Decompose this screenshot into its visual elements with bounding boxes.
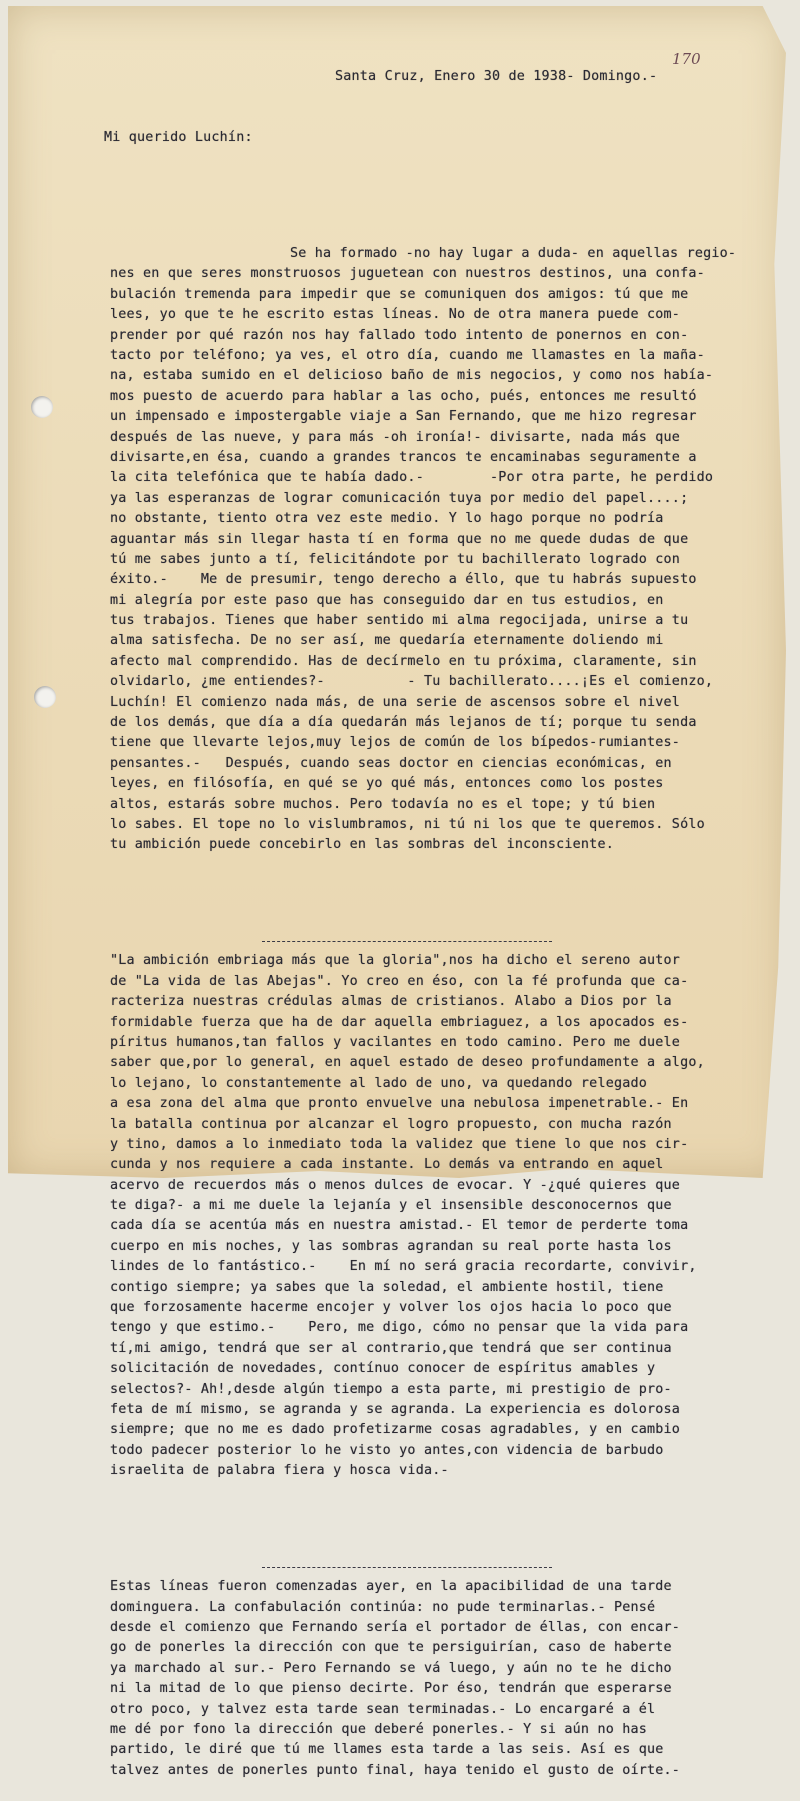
letter-line: prender por qué razón nos hay fallado todo intento de ponernos en con- (110, 327, 689, 343)
paragraph-2 (110, 951, 770, 1481)
letter-line: todo padecer posterior lo he visto yo antes,con videncia de barbudo (110, 1442, 664, 1458)
letter-line: me dé por fono la dirección que deberé ponerles.- Y si aún no has (110, 1721, 648, 1737)
letter-line: partido, le diré que tú me llames esta tarde a las seis. Así es que (110, 1742, 664, 1758)
letter-line: ni la mitad de lo que pienso decirte. Por éso, tendrán que esperarse (110, 1681, 672, 1697)
letter-line: píritus humanos,tan fallos y vacilantes en todo camino. Pero me duele (110, 1034, 681, 1050)
letter-line: Se ha formado -no hay lugar a duda- en aquellas regio- (290, 246, 737, 262)
letter-line: "La ambición embriaga más que la gloria",nos ha dicho el sereno autor (110, 953, 681, 969)
letter-line: tú me sabes junto a tí, felicitándote por tu bachillerato logrado con (110, 551, 681, 567)
letter-line: divisarte,en ésa, cuando a grandes trancos te encaminabas seguramente a (110, 449, 697, 465)
letter-line: solicitación de novedades, contínuo conocer de espíritus amables y (110, 1361, 656, 1377)
letter-line: Luchín! El comienzo nada más, de una serie de ascensos sobre el nivel (110, 694, 681, 710)
letter-line: de "La vida de las Abejas". Yo creo en éso, con la fé profunda que ca- (110, 973, 689, 989)
letter-line: afecto mal comprendido. Has de decírmelo en tu próxima, claramente, sin (110, 653, 697, 669)
letter-line: tus trabajos. Tienes que haber sentido mi alma regocijada, unirse a tu (110, 613, 689, 629)
letter-line: na, estaba sumido en el delicioso baño de mis negocios, y como nos había- (110, 368, 714, 384)
letter-line: Estas líneas fueron comenzadas ayer, en la apacibilidad de una tarde (110, 1579, 672, 1595)
punch-hole-bottom (34, 686, 56, 708)
letter-line: ya marchado al sur.- Pero Fernando se vá luego, y aún no te he dicho (110, 1660, 672, 1676)
letter-line: a esa zona del alma que pronto envuelve una nebulosa impenetrable.- En (110, 1096, 689, 1112)
punch-hole-top (31, 396, 53, 418)
letter-line: pensantes.- Después, cuando seas doctor en ciencias económicas, en (110, 755, 672, 771)
letter-line: israelita de palabra fiera y hosca vida.- (110, 1463, 449, 1479)
letter-line: ya las esperanzas de lograr comunicación tuya por medio del papel....; (110, 490, 689, 506)
letter-line: lo lejano, lo constantemente al lado de uno, va quedando relegado (110, 1075, 648, 1091)
letter-line: racteriza nuestras crédulas almas de cristianos. Alabo a Dios por la (110, 994, 672, 1010)
section-divider (262, 941, 552, 942)
letter-line: tacto por teléfono; ya ves, el otro día, cuando me llamastes en la maña- (110, 347, 705, 363)
salutation: Mi querido Luchín: (104, 130, 253, 146)
letter-line: de los demás, que día a día quedarán más lejanos de tí; porque tu senda (110, 715, 697, 731)
letter-line: un impensado e impostergable viaje a San Fernando, que me hizo regresar (110, 409, 697, 425)
letter-line: desde el comienzo que Fernando sería el portador de éllas, con encar- (110, 1619, 681, 1635)
letter-line: formidable fuerza que ha de dar aquella embriaguez, a los apocados es- (110, 1014, 689, 1030)
letter-line: mos puesto de acuerdo para hablar a las ocho, pués, entonces me resultó (110, 388, 697, 404)
letter-line: la cita telefónica que te había dado.- -Por otra parte, he perdido (110, 470, 714, 486)
letter-line: bulación tremenda para impedir que se comuniquen dos amigos: tú que me (110, 286, 689, 302)
letter-line: que forzosamente hacerme encojer y volver los ojos hacia lo poco que (110, 1300, 672, 1316)
letter-line: acervo de recuerdos más o menos dulces de evocar. Y -¿qué quieres que (110, 1177, 681, 1193)
section-divider (262, 1567, 552, 1568)
letter-line: talvez antes de ponerles punto final, haya tenido el gusto de oírte.- (110, 1762, 681, 1778)
letter-line: te diga?- a mi me duele la lejanía y el insensible desconocernos que (110, 1198, 672, 1214)
letter-line: selectos?- Ah!,desde algún tiempo a esta parte, mi prestigio de pro- (110, 1381, 672, 1397)
letter-line: mi alegría por este paso que has conseguido dar en tus estudios, en (110, 592, 664, 608)
letter-line: lees, yo que te he escrito estas líneas. No de otra manera puede com- (110, 307, 681, 323)
letter-line: después de las nueve, y para más -oh ironía!- divisarte, nada más que (110, 429, 681, 445)
letter-line: dominguera. La confabulación continúa: no pude terminarlas.- Pensé (110, 1599, 656, 1615)
letter-line: otro poco, y talvez esta tarde sean terminadas.- Lo encargaré a él (110, 1701, 656, 1717)
letter-line: leyes, en filósofía, en qué se yo qué más, entonces como los postes (110, 776, 664, 792)
letter-line: saber que,por lo general, en aquel estado de deseo profundamente a algo, (110, 1055, 705, 1071)
letter-line: go de ponerles la dirección con que te persiguirían, caso de haberte (110, 1640, 672, 1656)
letter-line: aguantar más sin llegar hasta tí en forma que no me quede dudas de que (110, 531, 689, 547)
letter-line: cuerpo en mis noches, y las sombras agrandan su real porte hasta los (110, 1238, 672, 1254)
letter-line: tengo y que estimo.- Pero, me digo, cómo no pensar que la vida para (110, 1320, 689, 1336)
paragraph-1 (110, 244, 770, 856)
page-number: 170 (672, 50, 701, 68)
letter-line: contigo siempre; ya sabes que la soledad, el ambiente hostil, tiene (110, 1279, 664, 1295)
letter-line: no obstante, tiento otra vez este medio. Y lo hago porque no podría (110, 511, 664, 527)
letter-line: alma satisfecha. De no ser así, me quedaría eternamente doliendo mi (110, 633, 664, 649)
letter-line: y tino, damos a lo inmediato toda la validez que tiene lo que nos cir- (110, 1136, 689, 1152)
letter-line: olvidarlo, ¿me entiendes?- - Tu bachillerato....¡Es el comienzo, (110, 674, 714, 690)
letter-line: altos, estarás sobre muchos. Pero todavía no es el tope; y tú bien (110, 796, 656, 812)
letter-body (104, 26, 770, 1801)
letter-line: lindes de lo fantástico.- En mí no será gracia recordarte, convivir, (110, 1259, 697, 1275)
letter-line: feta de mí mismo, se agranda y se agranda. La experiencia es dolorosa (110, 1401, 681, 1417)
letter-line: cada día se acentúa más en nuestra amistad.- El temor de perderte toma (110, 1218, 689, 1234)
letter-line: tu ambición puede concebirlo en las sombras del inconsciente. (110, 837, 614, 853)
letter-line: siempre; que no me es dado profetizarme cosas agradables, y en cambio (110, 1422, 681, 1438)
letter-line: tiene que llevarte lejos,muy lejos de común de los bípedos-rumiantes- (110, 735, 681, 751)
letter-header: Santa Cruz, Enero 30 de 1938- Domingo.- (335, 68, 658, 84)
letter-line: nes en que seres monstruosos juguetean con nuestros destinos, una confa- (110, 266, 705, 282)
letter-line: tí,mi amigo, tendrá que ser al contrario,que tendrá que ser continua (110, 1340, 672, 1356)
paragraph-3 (110, 1577, 770, 1781)
letter-line: lo sabes. El tope no lo vislumbramos, ni tú ni los que te queremos. Sólo (110, 816, 705, 832)
letter-line: éxito.- Me de presumir, tengo derecho a éllo, que tu habrás supuesto (110, 572, 697, 588)
letter-line: la batalla continua por alcanzar el logro propuesto, con mucha razón (110, 1116, 672, 1132)
letter-line: cunda y nos requiere a cada instante. Lo demás va entrando en aquel (110, 1157, 664, 1173)
